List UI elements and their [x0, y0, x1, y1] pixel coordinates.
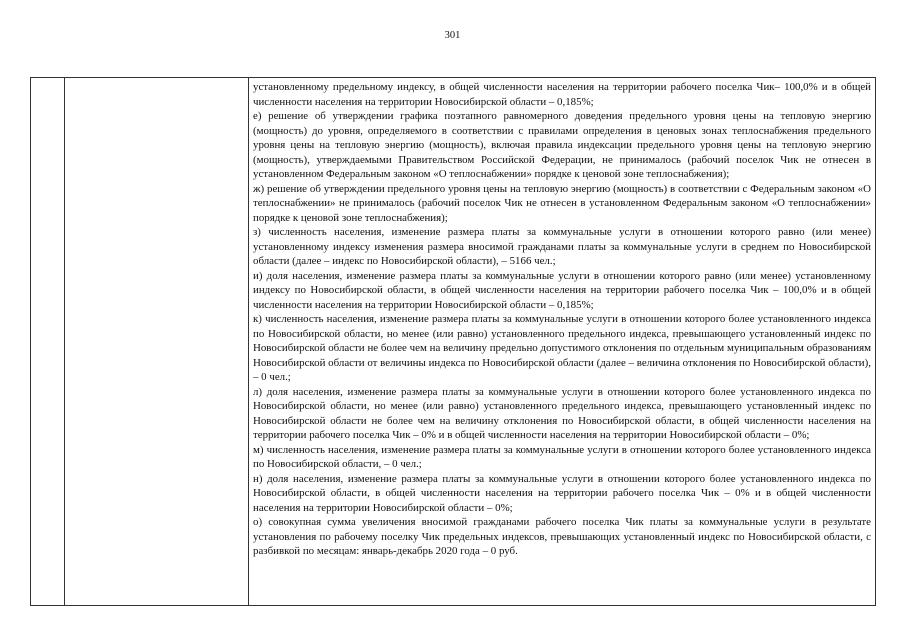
document-table: [30, 77, 876, 606]
paragraph-n: н) доля населения, изменение размера платы за коммунальные услуги в отношении которого более установленного индекса по Новосибирской области, в общей численности населения на территории рабочего поселка Чик – 0% и в общей численности населения на территории Новосибирской области – 0%;: [253, 472, 871, 514]
paragraph-o: о) совокупная сумма увеличения вносимой гражданами рабочего поселка Чик платы за коммунальные услуги в результате установления по рабочему поселку Чик предельных индексов, превышающих установленный индекс по Новосибирской области, с разбивкой по месяцам: январь-декабрь 2020 года – 0 руб.: [253, 516, 871, 557]
paragraph-m: м) численность населения, изменение размера платы за коммунальные услуги в отношении которого более установленного индекса по Новосибирской области, – 0 чел.;: [253, 443, 871, 470]
paragraph-continuation: установленному предельному индексу, в общей численности населения на территории рабочего поселка Чик– 100,0% и в общей численности населения на территории Новосибирской области – 0,185%;: [253, 81, 871, 108]
page-number: 301: [444, 30, 461, 41]
table-column-name: [65, 78, 249, 605]
paragraph-z: з) численность населения, изменение размера платы за коммунальные услуги в отношении которого равно (или менее) установленному индексу изменения размера вносимой гражданами платы за коммунальные услуги в среднем по Новосибирской области (далее – индекс по Новосибирской области), – 5166 чел.;: [253, 226, 871, 267]
paragraph-zh: ж) решение об утверждении предельного уровня цены на тепловую энергию (мощность) в соответствии с Федеральным законом «О теплоснабжении» не принималось (рабочий поселок Чик не отнесен в установленном Федеральным законом «О теплоснабжении» порядке к ценовой зоне теплоснабжения);: [253, 182, 871, 224]
paragraph-i: и) доля населения, изменение размера платы за коммунальные услуги в отношении которого равно (или менее) установленному индексу по Новосибирской области, в общей численности населения на территории рабочего поселка Чик – 100,0% и в общей численности населения на территории Новосибирской области – 0,185%;: [253, 269, 871, 311]
paragraph-l: л) доля населения, изменение размера платы за коммунальные услуги в отношении которого более установленного индекса по Новосибирской области, но менее (или равно) установленного предельного индекса, превышающего установленный индекс по Новосибирской области не более чем на величину отклонения по Новосибирской области, в общей численности населения на территории рабочего поселка Чик – 0% и в общей численности населения на территории Новосибирской области – 0%;: [253, 385, 871, 441]
paragraph-k: к) численность населения, изменение размера платы за коммунальные услуги в отношении которого более установленного индекса по Новосибирской области, но менее (или равно) установленного предельного индекса, превышающего установленный индекс по Новосибирской области не более чем на величину предельно допустимого отклонения по отдельным муниципальным образованиям Новосибирской области от величины индекса по Новосибирской области (далее – величина отклонения по Новосибирской области), – 0 чел.;: [253, 313, 871, 383]
paragraph-e: е) решение об утверждении графика поэтапного равномерного доведения предельного уровня цены на тепловую энергию (мощность) до уровня, определяемого в соответствии с правилами определения в ценовых зонах теплоснабжения предельного уровня цены на тепловую энергию (мощность), включая правила индексации предельного уровня цены на тепловую энергию (мощность), утверждаемыми Правительством Российской Федерации, не принималось (рабочий поселок Чик не отнесен в установленном Федеральным законом «О теплоснабжении» порядке к ценовой зоне теплоснабжения);: [253, 110, 871, 180]
table-column-content: [249, 78, 875, 605]
table-column-number: [31, 78, 65, 605]
